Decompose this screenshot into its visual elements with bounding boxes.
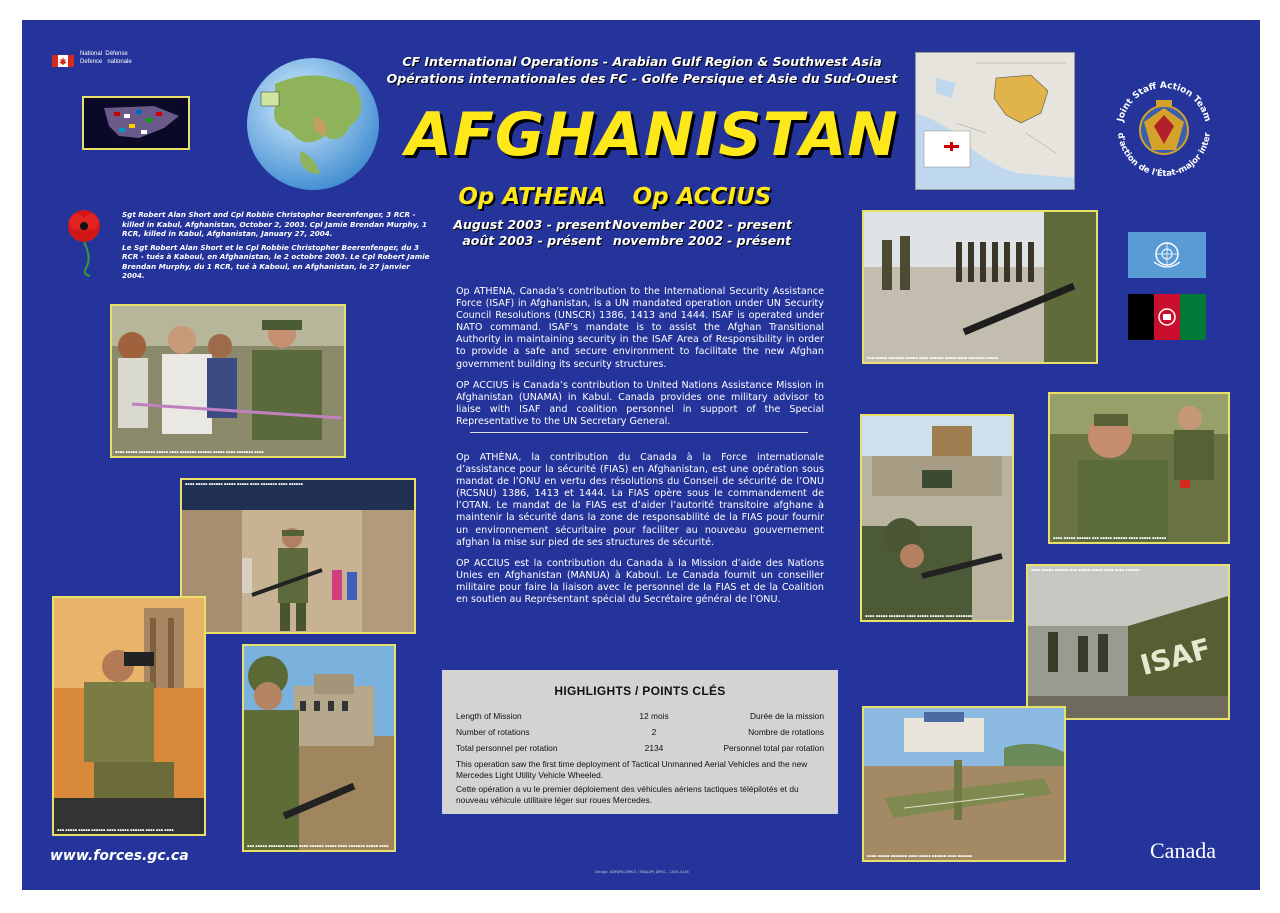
body-fr-accius: OP ACCIUS est la contribution du Canada à la Mission d’aide des Nations Unies en Afghanistan (MANUA) à Kaboul. Le Canada fournit un conseiller militaire pour faire la liaison avec le personnel de la FIAS et de la Coalition en soutien au Représentant spécial du Secrétaire général de l’ONU. xyxy=(456,557,824,606)
photo-binoculars xyxy=(52,596,206,836)
highlights-note-en: This operation saw the first time deployment of Tactical Unmanned Aerial Vehicles and the new Mercedes Light Utility Vehicle Wheeled. xyxy=(456,759,808,780)
highlights-box xyxy=(442,670,838,814)
svg-text:ISAF: ISAF xyxy=(1136,631,1215,683)
photo-street-convoy xyxy=(860,414,1014,622)
body-french xyxy=(456,452,824,615)
body-en-athena: Op ATHENA, Canada’s contribution to the International Security Assistance Force (ISAF) in Afghanistan, is a UN mandated operation under UN Security Council Resolutions (UNSCR) 1386, 1413 and 1444. ISAF is operated under NATO command. ISAF’s mandate is to assist the Afghan Transitional Authority in maintaining security in the ISAF Area of Responsibility in order to provide a safe and secure environment to facilitate the new Afghan government building its security structures. xyxy=(456,286,824,370)
un-flag-icon xyxy=(1128,232,1206,278)
globe-icon xyxy=(245,56,381,192)
design-credit: Design: ADM(PA) DMCS / SMA(AP) DMSC - CS04-0146 xyxy=(595,870,689,874)
dept-defence: Defence xyxy=(80,59,103,65)
photo-isaf-caption: ▪▪▪▪ ▪▪▪▪▪ ▪▪▪▪▪▪ ▪▪▪ ▪▪▪▪▪ ▪▪▪▪▪ ▪▪▪▪ ▪▪▪▪ ▪▪▪▪▪▪ xyxy=(1031,568,1140,572)
badge-top-text: Joint Staff Action Team xyxy=(1115,80,1213,123)
poppy-icon xyxy=(66,208,108,282)
body-fr-athena: Op ATHÈNA, la contribution du Canada à la Force internationale d’assistance pour la sécurité (FIAS) en Afghanistan, est une opération sous mandat de l’ONU en vertu des résolutions du Conseil de sécurité de l’ONU (RCSNU) 1386, 1413 et 1444. La FIAS opère sous le commandement de l’OTAN. Le mandat de la FIAS est d’aider l’autorité transitoire afghane à maintenir la sécurité dans la zone de responsabilité de la FIAS pour fournir un environnement sécuritaire pour faciliter au nouveau gouvernement afghan la mise sur pied de ses structures de sécurité. xyxy=(456,452,824,548)
row-label-en: Length of Mission xyxy=(456,711,522,721)
row-value: 2 xyxy=(651,727,657,737)
row-label-en: Number of rotations xyxy=(456,727,530,737)
photo-isaf-vehicle xyxy=(1026,564,1230,720)
photo-ribbon-caption: ▪▪▪▪ ▪▪▪▪▪ ▪▪▪▪▪▪▪ ▪▪▪▪▪ ▪▪▪▪ ▪▪▪▪▪▪▪ ▪▪▪▪▪▪ ▪▪▪▪▪ ▪▪▪▪ ▪▪▪▪▪▪▪ ▪▪▪▪ xyxy=(115,450,264,454)
dept-national: National xyxy=(80,51,103,57)
photo-uav-drone xyxy=(862,706,1066,862)
photo-uav-caption: ▪▪▪▪ ▪▪▪▪▪ ▪▪▪▪▪▪▪ ▪▪▪▪ ▪▪▪▪▪ ▪▪▪▪▪▪ ▪▪▪▪ ▪▪▪▪▪▪ xyxy=(867,854,973,858)
row-label-fr: Nombre de rotations xyxy=(748,727,824,737)
canada-flag-icon xyxy=(52,52,74,71)
row-label-fr: Personnel total par rotation xyxy=(723,743,824,753)
highlights-title: HIGHLIGHTS / POINTS CLÉS xyxy=(554,684,726,698)
page-title: AFGHANISTAN xyxy=(405,100,899,170)
row-label-en: Total personnel per rotation xyxy=(456,743,558,753)
photo-ribbon-ceremony xyxy=(110,304,346,458)
photo-patrol-village xyxy=(180,478,416,634)
badge-bottom-text: d'action de l'État-major inter xyxy=(1115,131,1213,180)
op-accius-name: Op ACCIUS xyxy=(632,184,772,210)
row-value: 2134 xyxy=(644,743,664,753)
op-athena-date-en: August 2003 - present xyxy=(453,217,611,232)
op-accius-date-en: November 2002 - present xyxy=(612,217,792,232)
row-value: 12 mois xyxy=(639,711,669,721)
website-link[interactable]: www.forces.gc.ca xyxy=(50,848,189,864)
section-divider xyxy=(470,432,808,433)
dept-defense: Défense xyxy=(105,51,128,57)
op-accius-date-fr: novembre 2002 - présent xyxy=(612,233,792,248)
body-english xyxy=(456,286,824,437)
highlights-note-fr: Cette opération a vu le premier déploiement des véhicules aériens tactiques télépilotés et du nouveau véhicule utilitaire léger sur roues Mercedes. xyxy=(456,784,799,805)
photo-palace-caption: ▪▪▪ ▪▪▪▪▪ ▪▪▪▪▪▪▪ ▪▪▪▪▪ ▪▪▪▪ ▪▪▪▪▪▪ ▪▪▪▪▪ ▪▪▪▪ ▪▪▪▪▪▪▪ ▪▪▪▪▪ ▪▪▪▪ xyxy=(247,844,389,848)
photo-soldier-portrait xyxy=(1048,392,1230,544)
photo-gun-guard xyxy=(862,210,1098,364)
memorial-fr: Le Sgt Robert Alan Short et le Cpl Robbie Christopher Beerenfenger, du 3 RCR - tués à Kaboul, en Afghanistan, le 2 octobre 2003. Le Cpl Robert Jamie Brendan Murphy, du 1 RCR, tué à Kaboul, en Afghanistan, le 27 janvier 2004. xyxy=(122,242,430,280)
photo-binoculars-caption: ▪▪▪ ▪▪▪▪▪ ▪▪▪▪▪ ▪▪▪▪▪▪ ▪▪▪▪ ▪▪▪▪▪ ▪▪▪▪▪▪ ▪▪▪▪ ▪▪▪ ▪▪▪▪ xyxy=(57,828,174,832)
photo-portrait-caption: ▪▪▪▪ ▪▪▪▪▪ ▪▪▪▪▪▪ ▪▪▪ ▪▪▪▪▪ ▪▪▪▪▪▪ ▪▪▪▪ ▪▪▪▪▪ ▪▪▪▪▪▪ xyxy=(1053,536,1167,540)
header-line-fr: Opérations internationales des FC - Golfe Persique et Asie du Sud-Ouest xyxy=(386,71,898,86)
photo-gun-caption: ▪▪▪ ▪▪▪▪▪ ▪▪▪▪▪▪▪ ▪▪▪▪▪ ▪▪▪▪ ▪▪▪▪▪▪ ▪▪▪▪▪ ▪▪▪▪ ▪▪▪▪▪▪▪ ▪▪▪▪▪ xyxy=(867,356,998,360)
body-en-accius: OP ACCIUS is Canada’s contribution to United Nations Assistance Mission in Afghanistan (UNAMA) in Kabul. Canada provides one military advisor to liaise with ISAF and coalition personnel in support of the Special Representative to the UN Secretary General. xyxy=(456,379,824,427)
afghanistan-flag-icon xyxy=(1128,294,1206,340)
poster xyxy=(22,20,1260,890)
jsat-badge-icon xyxy=(1104,60,1224,200)
region-map-image xyxy=(915,52,1075,190)
op-athena-name: Op ATHENA xyxy=(458,184,606,210)
dept-nationale: nationale xyxy=(107,59,132,65)
department-wordmark xyxy=(80,50,132,66)
photo-patrol-caption: ▪▪▪▪ ▪▪▪▪▪ ▪▪▪▪▪▪ ▪▪▪▪▪ ▪▪▪▪▪ ▪▪▪▪ ▪▪▪▪▪▪▪ ▪▪▪▪ ▪▪▪▪▪▪ xyxy=(185,482,304,486)
op-accius-dates xyxy=(602,217,802,249)
row-label-fr: Durée de la mission xyxy=(749,711,824,721)
canada-wordmark: Canada xyxy=(1150,838,1216,863)
header-line-en: CF International Operations - Arabian Gulf Region & Southwest Asia xyxy=(402,54,882,69)
flags-world-map-image xyxy=(82,96,190,150)
photo-street-caption: ▪▪▪▪ ▪▪▪▪▪ ▪▪▪▪▪▪▪ ▪▪▪▪ ▪▪▪▪▪ ▪▪▪▪▪▪ ▪▪▪▪ ▪▪▪▪▪▪▪ xyxy=(865,614,973,618)
op-athena-date-fr: août 2003 - présent xyxy=(462,233,602,248)
memorial-text xyxy=(122,210,432,285)
photo-palace-soldier xyxy=(242,644,396,852)
memorial-en: Sgt Robert Alan Short and Cpl Robbie Christopher Beerenfenger, 3 RCR - killed in Kabul, Afghanistan, October 2, 2003. Cpl Jamie Brendan Murphy, 1 RCR, killed in Kabul, Afghanistan, January 27, 2004. xyxy=(122,210,428,238)
